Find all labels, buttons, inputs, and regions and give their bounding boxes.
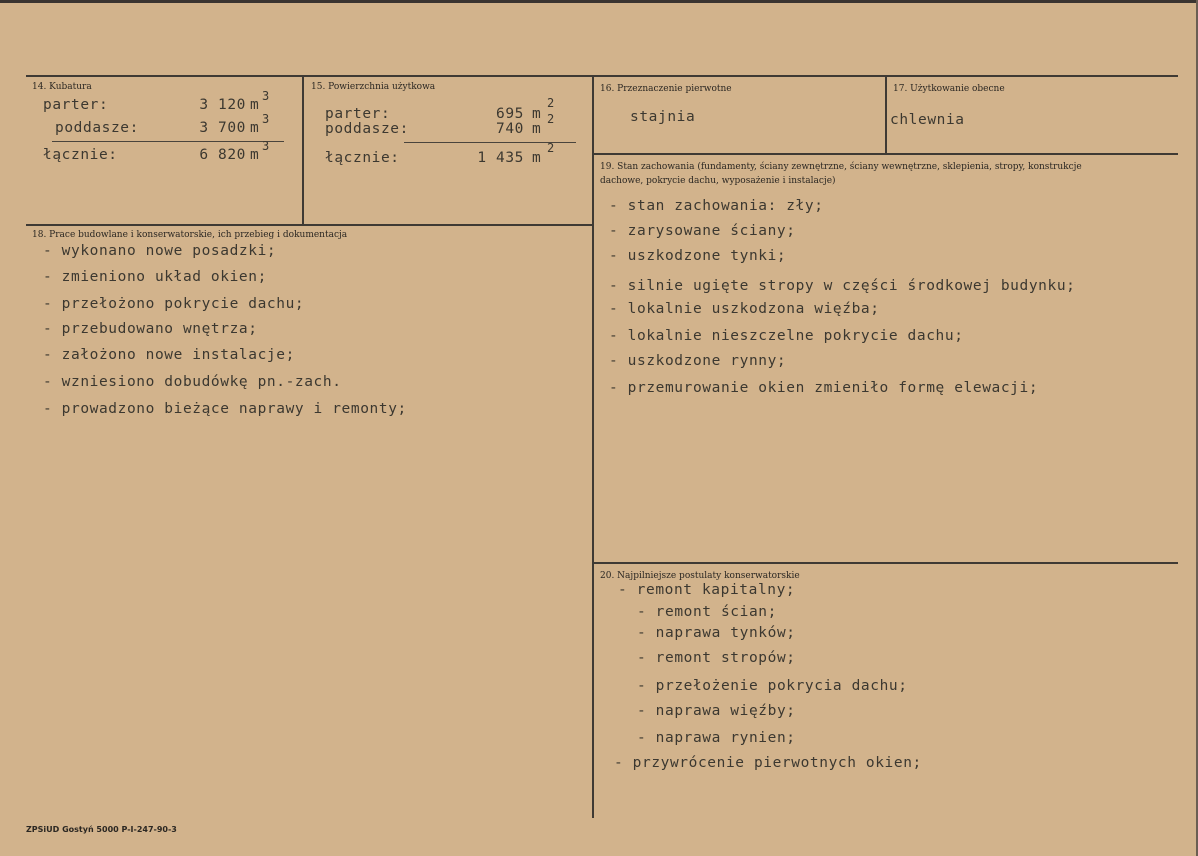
rule-above-18 bbox=[26, 224, 593, 226]
field-14-row-2-exp: 3 bbox=[262, 112, 270, 126]
field-14-row-2-value: 3 700 bbox=[199, 120, 246, 136]
field-18-item: - wykonano nowe posadzki; bbox=[43, 243, 277, 259]
field-14-row-3-unit: m bbox=[250, 147, 260, 163]
field-14-row-2-name: poddasze: bbox=[55, 120, 139, 136]
field-15-row-2-name: poddasze: bbox=[325, 121, 409, 137]
divider-16-17 bbox=[885, 76, 887, 154]
field-15-row-2-unit: m bbox=[532, 121, 542, 137]
field-20-item: - naprawa tynków; bbox=[637, 625, 796, 641]
field-14-label: 14. Kubatura bbox=[32, 82, 92, 92]
field-19-item: - stan zachowania: zły; bbox=[609, 198, 824, 214]
field-14-row-3-exp: 3 bbox=[262, 139, 270, 153]
field-19-item: - lokalnie nieszczelne pokrycie dachu; bbox=[609, 328, 964, 344]
field-15-row-2-exp: 2 bbox=[547, 112, 555, 126]
field-14-row-1-exp: 3 bbox=[262, 89, 270, 103]
field-14-row-1-unit: m bbox=[250, 97, 260, 113]
top-edge bbox=[0, 0, 1198, 3]
field-18-item: - przebudowano wnętrza; bbox=[43, 321, 258, 337]
field-20-item: - przywrócenie pierwotnych okien; bbox=[614, 755, 922, 771]
field-20-item: - remont stropów; bbox=[637, 650, 796, 666]
top-rule bbox=[26, 75, 1178, 77]
field-15-row-3-unit: m bbox=[532, 150, 542, 166]
field-19-label: 19. Stan zachowania (fundamenty, ściany zewnętrzne, ściany wewnętrzne, sklepienia, stropy, konstrukcje dachowe, pokrycie dachu, wyposażenie i instalacje) bbox=[600, 162, 1082, 186]
field-17-label: 17. Użytkowanie obecne bbox=[893, 84, 1005, 94]
field-15-row-1-exp: 2 bbox=[547, 96, 555, 110]
printer-imprint: ZPSiUD Gostyń 5000 P-I-247-90-3 bbox=[26, 825, 177, 834]
field-15-row-1-name: parter: bbox=[325, 106, 391, 122]
field-18-label: 18. Prace budowlane i konserwatorskie, ich przebieg i dokumentacja bbox=[32, 230, 348, 240]
field-15-label: 15. Powierzchnia użytkowa bbox=[311, 82, 436, 92]
field-15-row-3-exp: 2 bbox=[547, 141, 555, 155]
field-15-row-2-value: 740 bbox=[496, 121, 524, 137]
field-19-item: - lokalnie uszkodzona więźba; bbox=[609, 301, 880, 317]
field-19-item: - uszkodzone rynny; bbox=[609, 353, 787, 369]
field-16-value: stajnia bbox=[630, 109, 696, 125]
field-14-sum-rule bbox=[52, 141, 284, 142]
field-15-row-1-value: 695 bbox=[496, 106, 524, 122]
field-18-item: - wzniesiono dobudówkę pn.-zach. bbox=[43, 374, 342, 390]
field-14-row-1-value: 3 120 bbox=[199, 97, 246, 113]
field-15-row-1-unit: m bbox=[532, 106, 542, 122]
rule-below-16-17 bbox=[593, 153, 1178, 155]
field-20-label: 20. Najpilniejsze postulaty konserwatorskie bbox=[600, 571, 800, 581]
field-20-item: - naprawa rynien; bbox=[637, 730, 796, 746]
field-20-item: - przełożenie pokrycia dachu; bbox=[637, 678, 908, 694]
field-14-row-3-name: łącznie: bbox=[43, 147, 118, 163]
field-19-item: - uszkodzone tynki; bbox=[609, 248, 787, 264]
rule-above-20 bbox=[593, 562, 1178, 564]
field-16-label: 16. Przeznaczenie pierwotne bbox=[600, 84, 732, 94]
field-14-row-1-name: parter: bbox=[43, 97, 109, 113]
field-18-item: - przełożono pokrycie dachu; bbox=[43, 296, 305, 312]
divider-14-15 bbox=[302, 76, 304, 224]
divider-main bbox=[592, 76, 594, 818]
field-19-item: - przemurowanie okien zmieniło formę elewacji; bbox=[609, 380, 1039, 396]
field-18-item: - zmieniono układ okien; bbox=[43, 269, 267, 285]
field-14-row-2-unit: m bbox=[250, 120, 260, 136]
field-18-item: - założono nowe instalacje; bbox=[43, 347, 295, 363]
field-20-item: - remont kapitalny; bbox=[618, 582, 796, 598]
field-15-row-3-name: łącznie: bbox=[325, 150, 400, 166]
field-14-row-3-value: 6 820 bbox=[199, 147, 246, 163]
field-20-item: - remont ścian; bbox=[637, 604, 777, 620]
field-19-item: - silnie ugięte stropy w części środkowej budynku; bbox=[609, 278, 1076, 294]
field-19-item: - zarysowane ściany; bbox=[609, 223, 796, 239]
field-18-item: - prowadzono bieżące naprawy i remonty; bbox=[43, 401, 407, 417]
field-17-value: chlewnia bbox=[890, 112, 965, 128]
field-15-row-3-value: 1 435 bbox=[477, 150, 524, 166]
field-20-item: - naprawa więźby; bbox=[637, 703, 796, 719]
